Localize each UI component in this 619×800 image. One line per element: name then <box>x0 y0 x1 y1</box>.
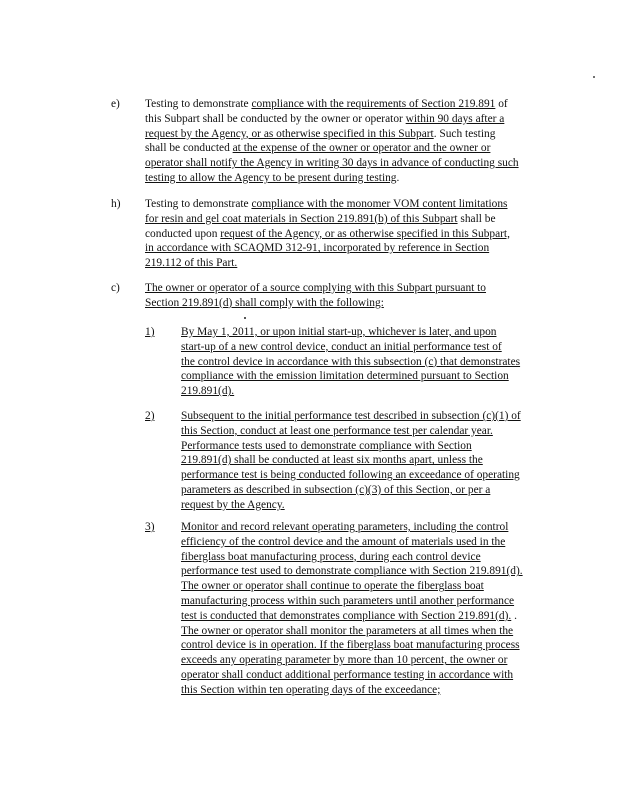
text-run: for resin and gel coat materials in Section 219.891(b) of this Subpart <box>145 212 458 225</box>
text-run: shall be <box>457 212 496 225</box>
subsection-2-text <box>181 409 521 513</box>
page-speck <box>593 76 595 78</box>
text-line <box>145 227 510 242</box>
text-line <box>181 325 520 340</box>
text-run: operator shall notify the Agency in writing 30 days in advance of conducting such <box>145 157 519 170</box>
text-run: The owner or operator shall monitor the parameters at all times when the <box>181 624 514 637</box>
text-run: request by the Agency. <box>181 498 285 511</box>
text-line <box>181 384 520 399</box>
text-run: performance test is being conducted following an exceedance of operating <box>181 469 520 482</box>
text-run: performance test used to demonstrate compliance with Section 219.891(d). <box>181 565 523 578</box>
text-line <box>181 564 523 579</box>
text-run: conducted upon <box>145 227 221 240</box>
text-line <box>181 638 523 653</box>
text-line <box>181 409 521 424</box>
text-line <box>145 112 519 127</box>
text-line <box>181 668 523 683</box>
page-speck <box>244 317 246 319</box>
text-run: control device is in operation. If the fiberglass boat manufacturing process <box>181 639 520 652</box>
subsection-marker-1: 1) <box>145 326 155 338</box>
text-run: . <box>511 609 517 622</box>
text-run: within 90 days after a <box>405 112 505 125</box>
text-line <box>181 424 521 439</box>
text-run: the control device in accordance with this subsection (c) that demonstrates <box>181 355 521 368</box>
text-line <box>145 156 519 171</box>
text-run: exceeds any operating parameter by more than 10 percent, the owner or <box>181 654 508 667</box>
text-run: 219.112 of this Part. <box>145 257 238 270</box>
text-line <box>145 97 519 112</box>
text-line <box>181 498 521 513</box>
text-run: By May 1, 2011, or upon initial start-up, whichever is later, and upon <box>181 326 497 338</box>
text-line <box>145 197 510 212</box>
subsection-marker-3: 3) <box>145 521 155 533</box>
text-run: . <box>396 171 400 184</box>
text-run: compliance with the emission limitation determined pursuant to Section <box>181 370 509 383</box>
text-line <box>181 369 520 384</box>
text-line <box>181 683 523 698</box>
text-run: Subsequent to the initial performance test described in subsection (c)(1) of <box>181 410 521 422</box>
text-run: testing to allow the Agency to be present during testing <box>145 171 397 184</box>
text-line <box>181 550 523 565</box>
text-run: request by the Agency, or as otherwise specified in this Subpart <box>145 127 434 140</box>
text-run: of <box>495 98 508 110</box>
text-line <box>145 241 510 256</box>
section-c-text <box>145 281 486 311</box>
section-e-text <box>145 97 519 186</box>
text-run: fiberglass boat manufacturing process, during each control device <box>181 550 481 563</box>
text-run: 219.891(d). <box>181 385 235 398</box>
text-line <box>181 483 521 498</box>
text-run: compliance with the monomer VOM content limitations <box>251 198 508 210</box>
section-marker-e: e) <box>111 98 120 110</box>
text-run: efficiency of the control device and the amount of materials used in the <box>181 535 506 548</box>
section-marker-h: h) <box>111 198 121 210</box>
text-run: parameters as described in subsection (c)(3) of this Section, or per a <box>181 483 491 496</box>
text-line <box>181 520 523 535</box>
section-h-text <box>145 197 510 271</box>
text-line <box>181 609 523 624</box>
text-run: compliance with the requirements of Section 219.891 <box>251 98 496 110</box>
text-line <box>145 127 519 142</box>
subsection-marker-2: 2) <box>145 410 155 422</box>
text-line <box>181 468 521 483</box>
text-line <box>181 579 523 594</box>
text-line <box>181 439 521 454</box>
text-run: 219.891(d) shall be conducted at least six months apart, unless the <box>181 454 483 467</box>
text-run: Testing to demonstrate <box>145 198 252 210</box>
text-run: The owner or operator of a source complying with this Subpart pursuant to <box>145 282 487 294</box>
text-line <box>145 256 510 271</box>
text-line <box>181 340 520 355</box>
text-run: Testing to demonstrate <box>145 98 252 110</box>
section-marker-c: c) <box>111 282 120 294</box>
text-line <box>145 212 510 227</box>
text-run: this Section within ten operating days of the exceedance; <box>181 683 441 696</box>
text-line <box>145 141 519 156</box>
text-line <box>181 594 523 609</box>
text-run: manufacturing process within such parameters until another performance <box>181 594 515 607</box>
text-line <box>181 355 520 370</box>
text-run: this Subpart shall be conducted by the owner or operator <box>145 112 406 125</box>
text-run: start-up of a new control device, conduct an initial performance test of <box>181 340 502 353</box>
text-run: at the expense of the owner or operator and the owner or <box>232 142 491 155</box>
subsection-1-text <box>181 325 520 399</box>
text-run: The owner or operator shall continue to operate the fiberglass boat <box>181 580 484 593</box>
text-run: Monitor and record relevant operating parameters, including the control <box>181 521 509 533</box>
subsection-3-text <box>181 520 523 698</box>
text-run: request of the Agency, or as otherwise specified in this Subpart, <box>220 227 510 240</box>
text-line <box>181 653 523 668</box>
text-run: test is conducted that demonstrates compliance with Section 219.891(d). <box>181 609 512 622</box>
text-line <box>145 281 486 296</box>
text-run: Performance tests used to demonstrate compliance with Section <box>181 439 472 452</box>
text-line <box>181 624 523 639</box>
text-run: shall be conducted <box>145 142 233 155</box>
text-run: operator shall conduct additional performance testing in accordance with <box>181 668 514 681</box>
text-run: Section 219.891(d) shall comply with the following: <box>145 296 384 309</box>
text-run: in accordance with SCAQMD 312-91, incorporated by reference in Section <box>145 242 490 255</box>
text-run: . Such testing <box>433 127 496 140</box>
text-line <box>181 535 523 550</box>
text-line <box>181 453 521 468</box>
text-run: this Section, conduct at least one performance test per calendar year. <box>181 424 493 437</box>
text-line <box>145 171 519 186</box>
text-line <box>145 296 486 311</box>
